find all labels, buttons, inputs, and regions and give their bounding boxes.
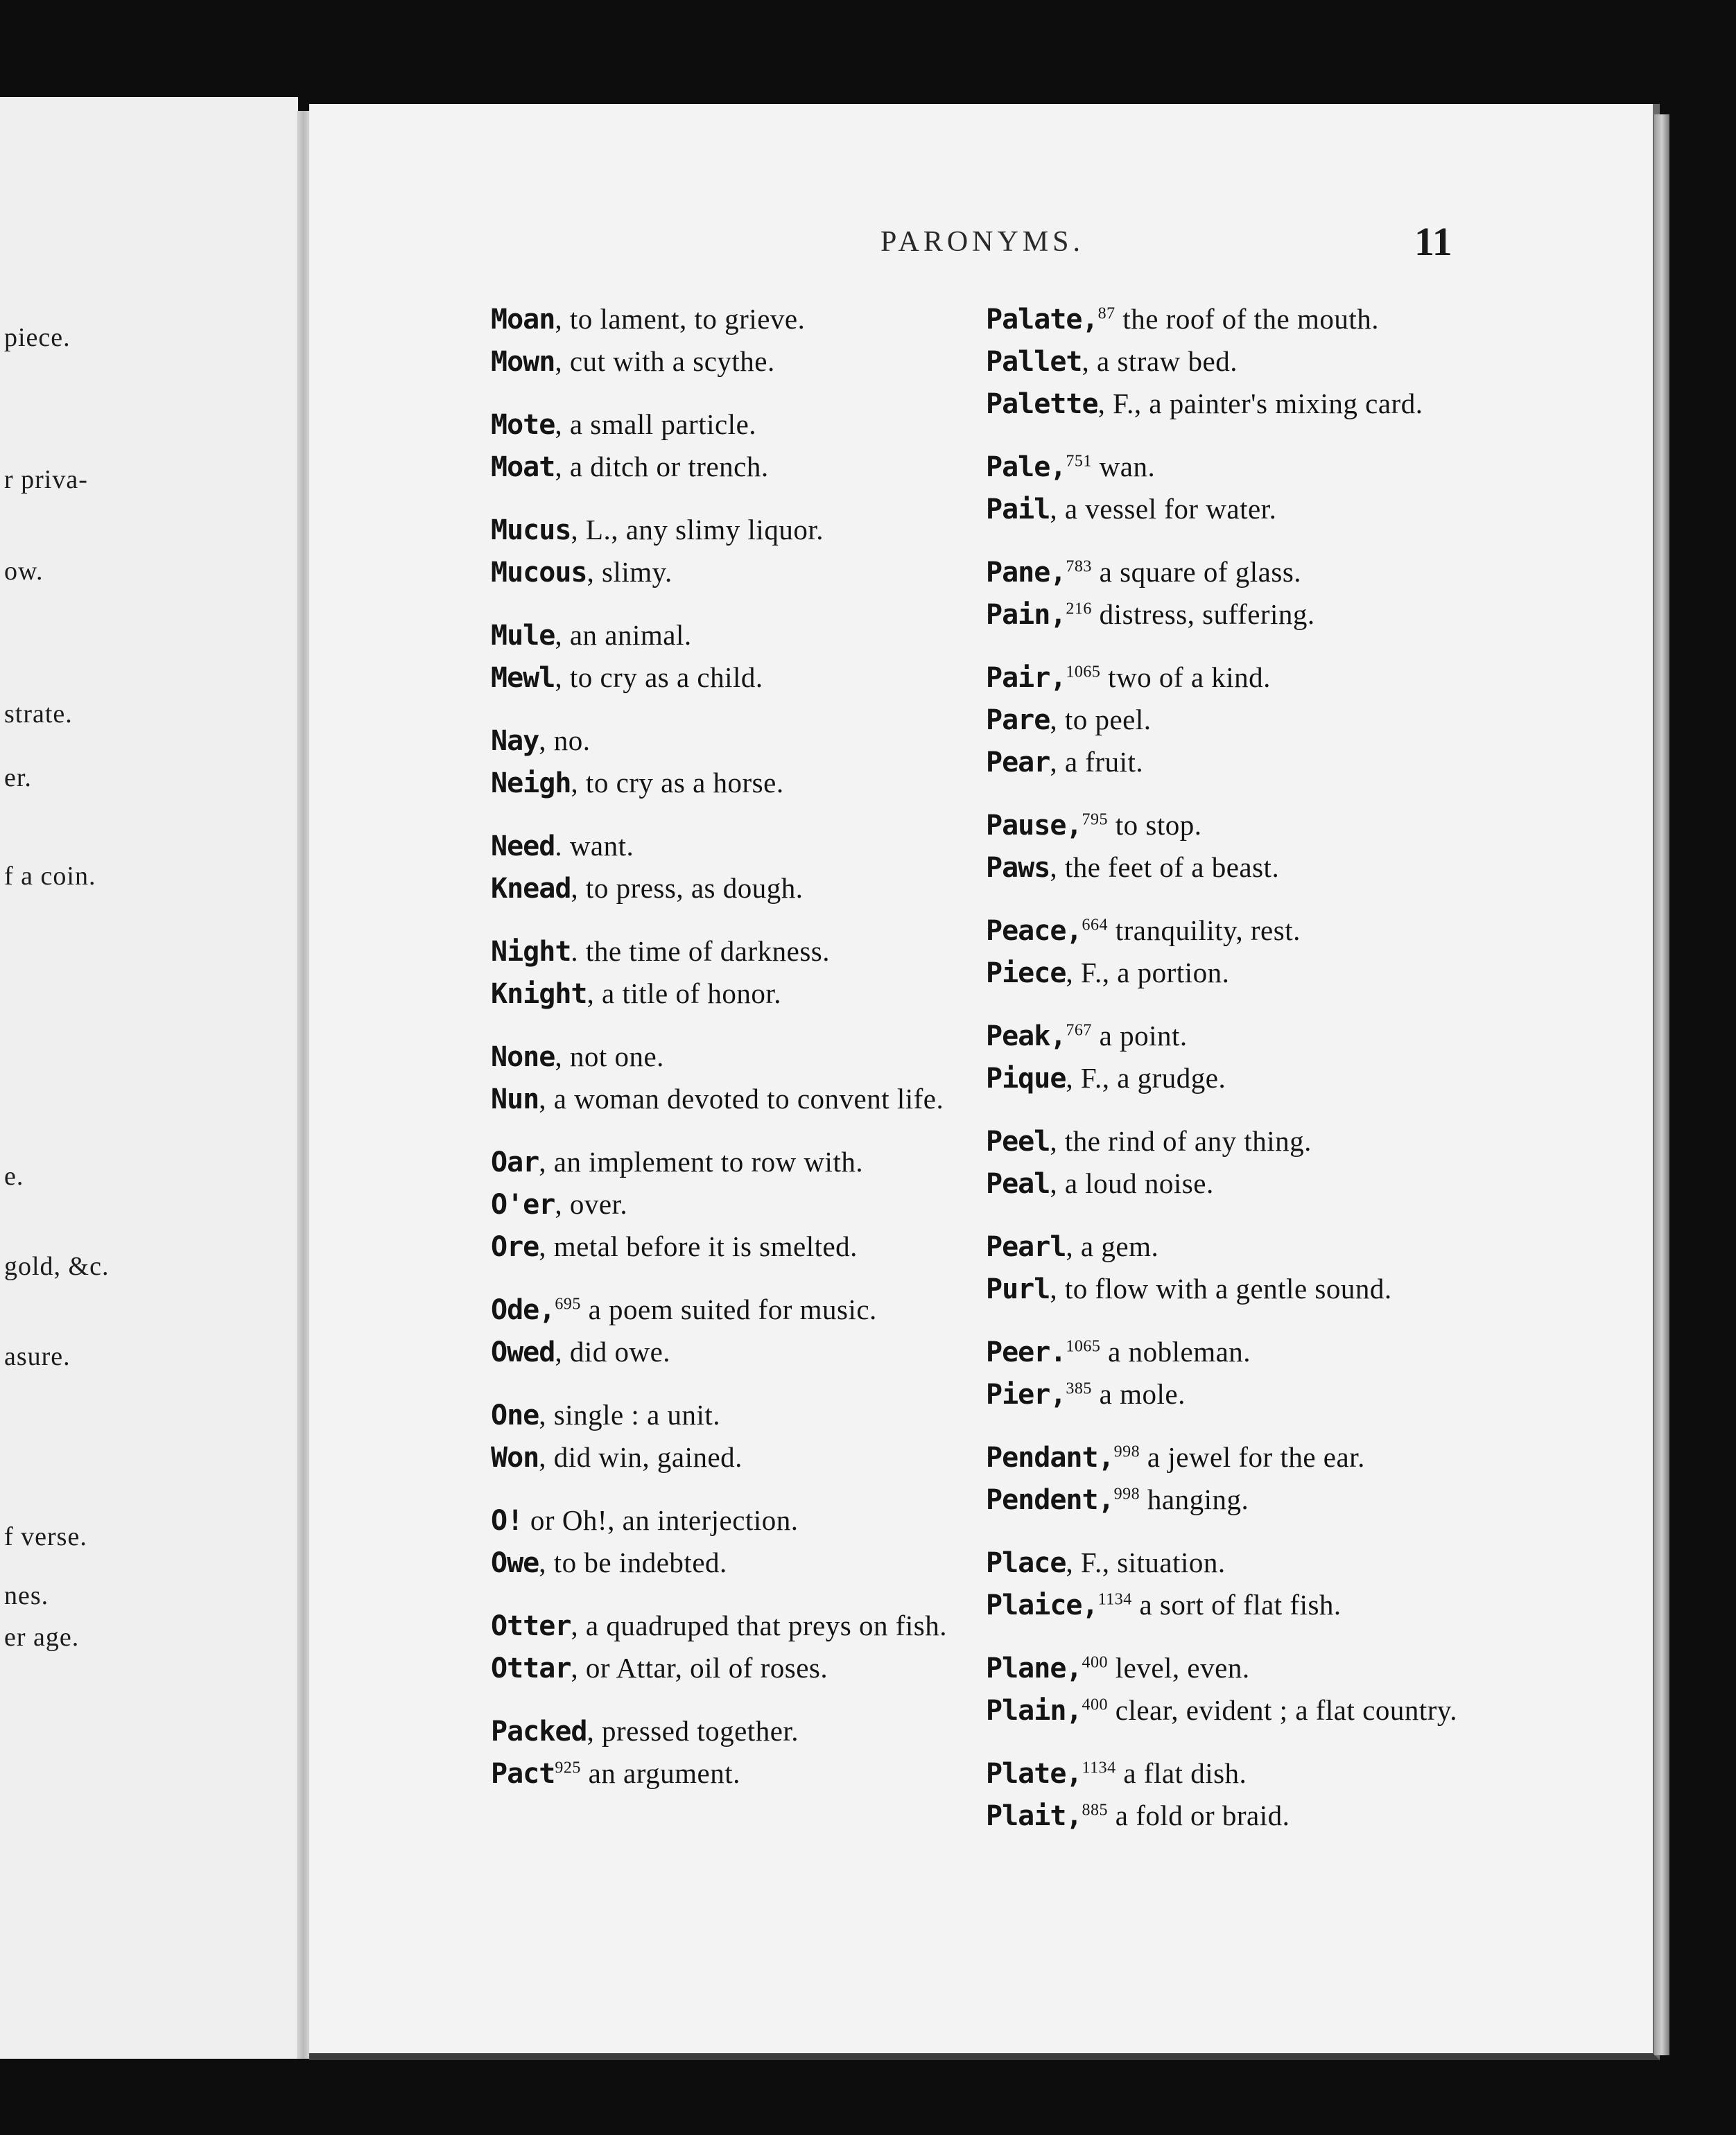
page-edge	[1654, 114, 1669, 2055]
entry-reference-number: 1134	[1082, 1759, 1116, 1777]
entry-headword: Neigh	[491, 767, 571, 799]
paronym-entry	[986, 699, 1485, 741]
paronym-group	[986, 1647, 1485, 1732]
paronym-entry	[491, 1499, 990, 1542]
left-page-fragment: r priva-	[4, 465, 88, 494]
entry-definition: wan.	[1091, 451, 1156, 482]
entry-reference-number: 1134	[1097, 1590, 1132, 1609]
entry-definition: to stop.	[1108, 809, 1202, 841]
entry-definition: , to press, as dough.	[571, 872, 804, 904]
entry-headword: Palette	[986, 388, 1098, 420]
entry-headword: Peace,	[986, 915, 1082, 947]
entry-definition: the roof of the mouth.	[1115, 303, 1379, 335]
entry-definition: , to cry as a horse.	[571, 767, 784, 799]
entry-headword: Pearl	[986, 1231, 1066, 1263]
entry-headword: Plait,	[986, 1800, 1082, 1832]
entry-reference-number: 695	[555, 1295, 581, 1314]
entry-headword: Ore	[491, 1231, 539, 1263]
entry-headword: Piece	[986, 957, 1066, 989]
entry-definition: , a title of honor.	[587, 977, 782, 1009]
entry-definition: , did owe.	[555, 1336, 671, 1368]
paronym-entry	[491, 930, 990, 973]
left-page-fragment: ow.	[4, 557, 44, 586]
entry-headword: Knead	[491, 873, 571, 905]
paronym-entry	[986, 1542, 1485, 1584]
entry-definition: , to be indebted.	[539, 1546, 727, 1578]
entry-reference-number: 885	[1082, 1801, 1108, 1820]
paronym-entry	[986, 1226, 1485, 1268]
entry-definition: , F., situation.	[1066, 1546, 1226, 1578]
page-number: 11	[1414, 219, 1452, 264]
entry-reference-number: 751	[1066, 452, 1092, 471]
entry-headword: Plaice,	[986, 1589, 1098, 1621]
paronym-group	[986, 1015, 1485, 1099]
entry-definition: , a fruit.	[1050, 746, 1144, 778]
entry-definition: , pressed together.	[587, 1715, 799, 1747]
entry-headword: Moan	[491, 304, 555, 336]
entry-headword: One	[491, 1400, 539, 1431]
entry-definition: a fold or braid.	[1108, 1800, 1290, 1831]
paronym-entry	[491, 614, 990, 656]
paronym-entry	[491, 1183, 990, 1226]
paronym-group	[491, 298, 990, 383]
entry-definition: , no.	[539, 724, 591, 756]
paronym-entry	[491, 1752, 990, 1795]
paronym-entry	[986, 593, 1485, 636]
entry-headword: Pain,	[986, 599, 1066, 631]
entry-reference-number: 1065	[1066, 663, 1101, 681]
paronym-entry	[491, 403, 990, 446]
paronym-group	[986, 656, 1485, 783]
left-page-fragment: piece.	[4, 323, 71, 352]
paronym-group	[491, 1141, 990, 1268]
paronym-group	[986, 1542, 1485, 1626]
left-page-fragment: e.	[4, 1162, 24, 1191]
paronym-entry	[491, 1036, 990, 1078]
entry-reference-number: 998	[1113, 1443, 1140, 1461]
entry-definition: tranquility, rest.	[1108, 914, 1301, 946]
paronym-group	[986, 298, 1485, 425]
paronym-group	[491, 1499, 990, 1584]
entry-reference-number: 216	[1066, 600, 1092, 618]
entry-reference-number: 767	[1066, 1021, 1092, 1040]
entry-headword: Pane,	[986, 557, 1066, 589]
entry-headword: Paws	[986, 852, 1050, 884]
paronym-group	[491, 614, 990, 699]
entry-headword: Peal	[986, 1168, 1050, 1200]
paronym-entry	[491, 762, 990, 804]
entry-definition: , a small particle.	[555, 408, 757, 440]
entry-definition: or Oh!, an interjection.	[523, 1504, 799, 1536]
entry-headword: Pale,	[986, 451, 1066, 483]
entry-headword: Pause,	[986, 810, 1082, 842]
paronym-entry	[986, 1689, 1485, 1732]
entry-definition: a poem suited for music.	[580, 1293, 877, 1325]
paronym-group	[491, 509, 990, 593]
entry-headword: Mucus	[491, 514, 571, 546]
entry-headword: Plate,	[986, 1758, 1082, 1790]
entry-definition: clear, evident ; a flat country.	[1108, 1694, 1457, 1726]
entry-reference-number: 1065	[1066, 1337, 1101, 1356]
entry-headword: Peel	[986, 1126, 1050, 1158]
paronym-group	[491, 720, 990, 804]
paronym-group	[986, 1226, 1485, 1310]
entry-definition: , a gem.	[1066, 1230, 1159, 1262]
entry-headword: None	[491, 1041, 555, 1073]
paronym-group	[986, 1752, 1485, 1837]
entry-definition: , to flow with a gentle sound.	[1050, 1273, 1392, 1305]
entry-headword: Owed	[491, 1336, 555, 1368]
entry-headword: Purl	[986, 1273, 1050, 1305]
entry-reference-number: 783	[1066, 557, 1092, 576]
paronym-group	[491, 1289, 990, 1373]
entry-headword: Nun	[491, 1083, 539, 1115]
entry-reference-number: 400	[1082, 1653, 1108, 1672]
entry-headword: Moat	[491, 451, 555, 483]
paronym-entry	[491, 1710, 990, 1752]
entry-definition: , to lament, to grieve.	[555, 303, 806, 335]
entry-headword: O!	[491, 1505, 523, 1537]
entry-headword: Nay	[491, 725, 539, 757]
entry-headword: Packed	[491, 1716, 587, 1748]
paronym-entry	[986, 952, 1485, 994]
paronym-entry	[491, 867, 990, 909]
paronym-entry	[986, 1057, 1485, 1099]
entry-definition: a sort of flat fish.	[1131, 1589, 1342, 1621]
entry-definition: distress, suffering.	[1091, 598, 1315, 630]
paronym-group	[986, 446, 1485, 530]
entry-definition: a flat dish.	[1116, 1757, 1247, 1789]
entry-definition: , the feet of a beast.	[1050, 851, 1280, 883]
paronym-entry	[491, 551, 990, 593]
entry-reference-number: 400	[1082, 1696, 1108, 1714]
entry-headword: Pare	[986, 704, 1050, 736]
paronym-entry	[986, 551, 1485, 593]
paronym-entry	[491, 1289, 990, 1331]
entry-definition: , a ditch or trench.	[555, 451, 769, 482]
entry-headword: Pier,	[986, 1379, 1066, 1411]
entry-headword: Pair,	[986, 662, 1066, 694]
entry-headword: Won	[491, 1442, 539, 1474]
paronym-entry	[491, 1394, 990, 1436]
entry-definition: , not one.	[555, 1040, 664, 1072]
paronym-entry	[491, 1436, 990, 1479]
entry-headword: Knight	[491, 978, 587, 1010]
paronym-group	[491, 1710, 990, 1795]
entry-headword: Pallet	[986, 346, 1082, 378]
left-page-fragment: asure.	[4, 1342, 71, 1371]
paronym-entry	[986, 1268, 1485, 1310]
paronym-entry	[491, 825, 990, 867]
entry-definition: , cut with a scythe.	[555, 345, 775, 377]
paronym-entry	[491, 1647, 990, 1689]
entry-headword: Pear	[986, 747, 1050, 778]
left-page-fragment: strate.	[4, 699, 73, 729]
paronym-entry	[491, 446, 990, 488]
entry-headword: Mucous	[491, 557, 587, 589]
left-page-fragment: er age.	[4, 1623, 80, 1652]
paronym-entry	[491, 1331, 990, 1373]
paronym-entry	[491, 656, 990, 699]
paronym-entry	[986, 909, 1485, 952]
entry-definition: , to cry as a child.	[555, 661, 763, 693]
entry-definition: , a straw bed.	[1082, 345, 1238, 377]
paronym-group	[986, 909, 1485, 994]
entry-headword: Mown	[491, 346, 555, 378]
paronym-entry	[986, 1373, 1485, 1415]
entry-reference-number: 795	[1082, 810, 1108, 829]
entry-headword: Place	[986, 1547, 1066, 1579]
entry-headword: Pendent,	[986, 1484, 1114, 1516]
entry-headword: Owe	[491, 1547, 539, 1579]
entry-definition: a mole.	[1091, 1378, 1186, 1410]
entry-headword: Ottar	[491, 1653, 571, 1684]
paronym-entry	[986, 1647, 1485, 1689]
paronym-group	[986, 1436, 1485, 1521]
running-head: PARONYMS.	[880, 226, 1085, 258]
entry-definition: , to peel.	[1050, 704, 1152, 735]
paronym-entry	[986, 1479, 1485, 1521]
entry-headword: Night	[491, 936, 571, 968]
left-page	[0, 97, 298, 2059]
entry-definition: . want.	[555, 830, 634, 862]
paronym-group	[491, 1394, 990, 1479]
entry-definition: a point.	[1091, 1020, 1188, 1052]
paronym-entry	[986, 741, 1485, 783]
paronym-entry	[986, 846, 1485, 889]
entry-headword: Plain,	[986, 1695, 1082, 1727]
entry-definition: a nobleman.	[1100, 1336, 1251, 1368]
entry-headword: Peak,	[986, 1020, 1066, 1052]
entry-headword: Oar	[491, 1147, 539, 1178]
left-page-fragment: f a coin.	[4, 862, 96, 891]
entry-definition: level, even.	[1108, 1652, 1250, 1684]
entry-definition: , a woman devoted to convent life.	[539, 1083, 944, 1115]
entry-definition: , F., a painter's mixing card.	[1097, 387, 1423, 419]
paronym-entry	[491, 1605, 990, 1647]
paronym-entry	[986, 1436, 1485, 1479]
entry-headword: O'er	[491, 1189, 555, 1221]
entry-column-left	[491, 298, 990, 1815]
left-page-fragment: er.	[4, 763, 32, 792]
paronym-group	[986, 804, 1485, 889]
entry-definition: , F., a portion.	[1066, 957, 1230, 988]
paronym-entry	[491, 340, 990, 383]
entry-headword: Plane,	[986, 1653, 1082, 1684]
paronym-entry	[986, 383, 1485, 425]
paronym-group	[491, 825, 990, 909]
paronym-entry	[986, 1331, 1485, 1373]
entry-headword: Mewl	[491, 662, 555, 694]
entry-headword: Mote	[491, 409, 555, 441]
paronym-group	[986, 551, 1485, 636]
paronym-entry	[986, 1752, 1485, 1795]
paronym-entry	[986, 340, 1485, 383]
entry-reference-number: 385	[1066, 1379, 1092, 1398]
entry-definition: , F., a grudge.	[1066, 1062, 1226, 1094]
entry-reference-number: 87	[1097, 304, 1116, 323]
paronym-entry	[986, 804, 1485, 846]
left-page-fragment: gold, &c.	[4, 1252, 110, 1281]
entry-definition: . the time of darkness.	[571, 935, 830, 967]
paronym-entry	[986, 1584, 1485, 1626]
paronym-entry	[986, 656, 1485, 699]
entry-definition: a jewel for the ear.	[1140, 1441, 1365, 1473]
paronym-entry	[986, 446, 1485, 488]
left-page-fragment: nes.	[4, 1581, 49, 1610]
entry-definition: , did win, gained.	[539, 1441, 743, 1473]
paronym-entry	[491, 298, 990, 340]
entry-definition: , an implement to row with.	[539, 1146, 864, 1178]
entry-definition: , a loud noise.	[1050, 1167, 1214, 1199]
entry-definition: , or Attar, oil of roses.	[571, 1652, 828, 1684]
paronym-entry	[491, 1141, 990, 1183]
paronym-group	[986, 1120, 1485, 1205]
entry-reference-number: 664	[1082, 916, 1108, 934]
paronym-entry	[491, 1078, 990, 1120]
entry-definition: hanging.	[1140, 1483, 1249, 1515]
entry-headword: Need	[491, 830, 555, 862]
paronym-entry	[986, 1162, 1485, 1205]
paronym-group	[491, 930, 990, 1015]
paronym-group	[491, 403, 990, 488]
entry-definition: , an animal.	[555, 619, 692, 651]
paronym-entry	[986, 1120, 1485, 1162]
paronym-entry	[986, 1795, 1485, 1837]
entry-definition: , metal before it is smelted.	[539, 1230, 858, 1262]
entry-definition: , L., any slimy liquor.	[571, 514, 824, 546]
paronym-group	[491, 1605, 990, 1689]
entry-headword: Pact	[491, 1758, 555, 1790]
paronym-entry	[986, 1015, 1485, 1057]
entry-definition: , a vessel for water.	[1050, 493, 1277, 525]
entry-headword: Mule	[491, 620, 555, 652]
entry-column-right	[986, 298, 1485, 1858]
entry-definition: , single : a unit.	[539, 1399, 721, 1431]
entry-headword: Peer.	[986, 1336, 1066, 1368]
entry-definition: , a quadruped that preys on fish.	[571, 1610, 947, 1641]
entry-definition: , the rind of any thing.	[1050, 1125, 1312, 1157]
entry-reference-number: 925	[555, 1759, 581, 1777]
entry-headword: Pendant,	[986, 1442, 1114, 1474]
entry-definition: two of a kind.	[1100, 661, 1271, 693]
entry-headword: Pail	[986, 494, 1050, 525]
paronym-entry	[491, 509, 990, 551]
paronym-entry	[986, 298, 1485, 340]
entry-reference-number: 998	[1113, 1485, 1140, 1504]
paronym-entry	[986, 488, 1485, 530]
paronym-group	[986, 1331, 1485, 1415]
paronym-entry	[491, 1542, 990, 1584]
paronym-group	[491, 1036, 990, 1120]
entry-definition: , slimy.	[587, 556, 672, 588]
entry-headword: Ode,	[491, 1294, 555, 1326]
left-page-fragment: f verse.	[4, 1522, 87, 1551]
entry-headword: Pique	[986, 1063, 1066, 1095]
entry-headword: Otter	[491, 1610, 571, 1642]
paronym-entry	[491, 1226, 990, 1268]
entry-definition: a square of glass.	[1091, 556, 1302, 588]
entry-definition: an argument.	[580, 1757, 740, 1789]
paronym-entry	[491, 973, 990, 1015]
entry-definition: , over.	[555, 1188, 628, 1220]
entry-headword: Palate,	[986, 304, 1098, 336]
paronym-entry	[491, 720, 990, 762]
